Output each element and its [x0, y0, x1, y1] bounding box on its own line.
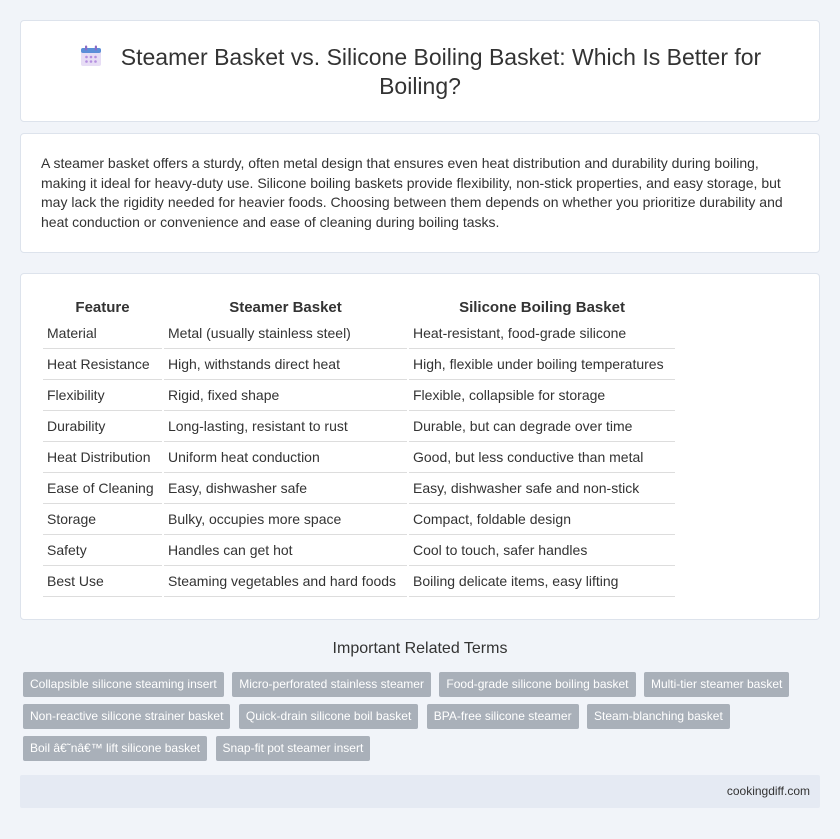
page-title-wrap: [61, 43, 779, 101]
table-row: [43, 473, 675, 504]
silicone-cell: Cool to touch, safer handles: [409, 535, 675, 566]
feature-cell: Heat Resistance: [43, 349, 162, 380]
related-term-tag[interactable]: Food-grade silicone boiling basket: [439, 672, 635, 697]
related-term-tag[interactable]: Steam-blanching basket: [587, 704, 730, 729]
page-title: Steamer Basket vs. Silicone Boiling Basket: Which Is Better for Boiling?: [120, 44, 762, 99]
steamer-cell: Uniform heat conduction: [164, 442, 407, 473]
comparison-card: [20, 273, 820, 620]
silicone-cell: Heat-resistant, food-grade silicone: [409, 318, 675, 349]
feature-cell: Durability: [43, 411, 162, 442]
feature-cell: Heat Distribution: [43, 442, 162, 473]
table-row: [43, 411, 675, 442]
feature-cell: Flexibility: [43, 380, 162, 411]
feature-cell: Best Use: [43, 566, 162, 597]
tag-row: [23, 672, 813, 704]
silicone-cell: Good, but less conductive than metal: [409, 442, 675, 473]
table-row: [43, 442, 675, 473]
footer: [20, 775, 820, 808]
related-term-tag[interactable]: Non-reactive silicone strainer basket: [23, 704, 230, 729]
related-term-tag[interactable]: BPA-free silicone steamer: [427, 704, 579, 729]
steamer-cell: Steaming vegetables and hard foods: [164, 566, 407, 597]
title-card: [20, 20, 820, 122]
table-row: [43, 535, 675, 566]
related-term-tag[interactable]: Snap-fit pot steamer insert: [216, 736, 371, 761]
intro-paragraph: A steamer basket offers a sturdy, often metal design that ensures even heat distribution and durability during boiling, making it ideal for heavy-duty use. Silicone boiling baskets provide flexibility, non-stick properties, and easy storage, but may lack the rigidity needed for heavier foods. Choosing between them depends on whether you prioritize durability and heat conduction or convenience and ease of cleaning during boiling tasks.: [41, 155, 783, 230]
steamer-cell: Handles can get hot: [164, 535, 407, 566]
header-silicone-basket: Silicone Boiling Basket: [459, 298, 625, 316]
header-steamer-basket: Steamer Basket: [229, 298, 342, 316]
intro-card: [20, 133, 820, 253]
comparison-table: [41, 296, 677, 597]
steamer-cell: Metal (usually stainless steel): [164, 318, 407, 349]
feature-cell: Safety: [43, 535, 162, 566]
related-term-tag[interactable]: Boil â€˜nâ€™ lift silicone basket: [23, 736, 207, 761]
related-term-tag[interactable]: Multi-tier steamer basket: [644, 672, 789, 697]
table-row: [43, 380, 675, 411]
steamer-cell: Long-lasting, resistant to rust: [164, 411, 407, 442]
footer-site-link[interactable]: cookingdiff.com: [726, 784, 810, 798]
steamer-cell: Rigid, fixed shape: [164, 380, 407, 411]
related-term-tag[interactable]: Collapsible silicone steaming insert: [23, 672, 224, 697]
feature-cell: Material: [43, 318, 162, 349]
silicone-cell: Durable, but can degrade over time: [409, 411, 675, 442]
table-row: [43, 318, 675, 349]
tag-row: [23, 736, 813, 768]
feature-cell: Ease of Cleaning: [43, 473, 162, 504]
related-terms-tags: [23, 672, 813, 768]
steamer-cell: Easy, dishwasher safe: [164, 473, 407, 504]
table-header-row: [43, 296, 675, 318]
table-row: [43, 504, 675, 535]
silicone-cell: Boiling delicate items, easy lifting: [409, 566, 675, 597]
calendar-icon: [79, 44, 103, 68]
related-term-tag[interactable]: Micro-perforated stainless steamer: [232, 672, 431, 697]
tag-row: [23, 704, 813, 736]
related-terms-heading: Important Related Terms: [332, 640, 508, 657]
related-term-tag[interactable]: Quick-drain silicone boil basket: [239, 704, 418, 729]
steamer-cell: Bulky, occupies more space: [164, 504, 407, 535]
silicone-cell: High, flexible under boiling temperatures: [409, 349, 675, 380]
table-row: [43, 349, 675, 380]
feature-cell: Storage: [43, 504, 162, 535]
steamer-cell: High, withstands direct heat: [164, 349, 407, 380]
header-feature: Feature: [75, 298, 130, 316]
table-row: [43, 566, 675, 597]
silicone-cell: Compact, foldable design: [409, 504, 675, 535]
silicone-cell: Flexible, collapsible for storage: [409, 380, 675, 411]
silicone-cell: Easy, dishwasher safe and non-stick: [409, 473, 675, 504]
